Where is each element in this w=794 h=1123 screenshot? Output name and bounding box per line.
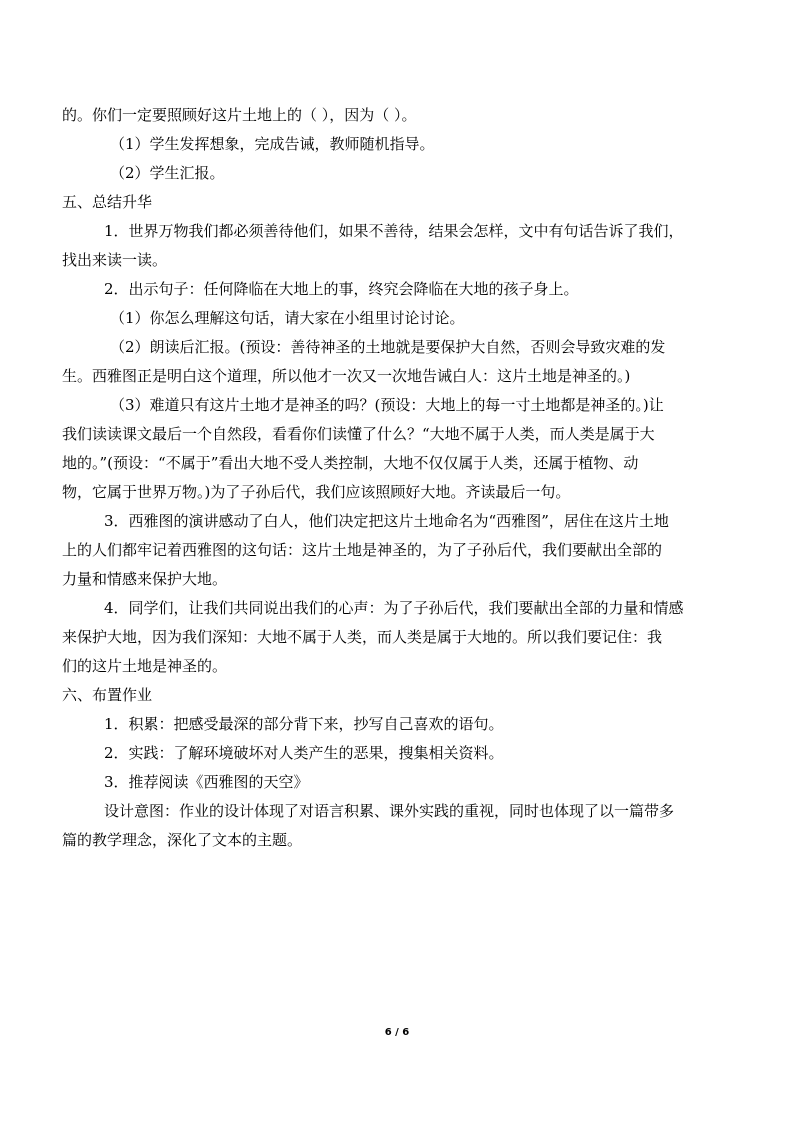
text-line: （2）学生汇报。 bbox=[110, 164, 225, 182]
text-line: 1．世界万物我们都必须善待他们，如果不善待，结果会怎样，文中有句话告诉了我们， bbox=[104, 222, 684, 240]
text-line: 找出来读一读。 bbox=[62, 251, 168, 269]
text-line: 生。西雅图正是明白这个道理，所以他才一次又一次地告诫白人：这片土地是神圣的。) bbox=[62, 367, 631, 385]
text-line: 设计意图：作业的设计体现了对语言积累、课外实践的重视，同时也体现了以一篇带多 bbox=[104, 802, 675, 820]
section-heading: 六、布置作业 bbox=[62, 686, 153, 704]
text-line: 我们读读课文最后一个自然段，看看你们读懂了什么？“大地不属于人类，而人类是属于大 bbox=[62, 425, 655, 443]
document-body bbox=[62, 101, 726, 855]
text-line: （2）朗读后汇报。(预设：善待神圣的土地就是要保护大自然，否则会导致灾难的发 bbox=[110, 338, 666, 356]
text-line: 2．实践：了解环境破坏对人类产生的恶果，搜集相关资料。 bbox=[104, 744, 504, 762]
text-line: （1）学生发挥想象，完成告诫，教师随机指导。 bbox=[110, 135, 435, 153]
text-line: 1．积累：把感受最深的部分背下来，抄写自己喜欢的语句。 bbox=[104, 715, 504, 733]
text-line: 上的人们都牢记着西雅图的这句话：这片土地是神圣的，为了子孙后代，我们要献出全部的 bbox=[62, 541, 663, 559]
text-line: 物，它属于世界万物。)为了子孙后代，我们应该照顾好大地。齐读最后一句。 bbox=[62, 483, 571, 501]
page-number: 6 / 6 bbox=[384, 1027, 410, 1038]
text-line: 地的。”(预设：“不属于”看出大地不受人类控制，大地不仅仅属于人类，还属于植物、动 bbox=[62, 454, 639, 472]
text-line: 3．推荐阅读《西雅图的天空》 bbox=[104, 773, 309, 791]
text-line: 的。你们一定要照顾好这片土地上的（ ），因为（ ）。 bbox=[62, 106, 417, 124]
text-line: （3）难道只有这片土地才是神圣的吗？(预设：大地上的每一寸土地都是神圣的。)让 bbox=[110, 396, 664, 414]
text-line: 们的这片土地是神圣的。 bbox=[62, 657, 228, 675]
text-line: 来保护大地，因为我们深知：大地不属于人类，而人类是属于大地的。所以我们要记住：我 bbox=[62, 628, 663, 646]
section-heading: 五、总结升华 bbox=[62, 193, 153, 211]
text-line: 4．同学们，让我们共同说出我们的心声：为了子孙后代，我们要献出全部的力量和情感 bbox=[104, 599, 684, 617]
text-line: 篇的教学理念，深化了文本的主题。 bbox=[62, 831, 303, 849]
text-line: 3．西雅图的演讲感动了白人，他们决定把这片土地命名为“西雅图”，居住在这片土地 bbox=[104, 512, 669, 530]
text-line: （1）你怎么理解这句话，请大家在小组里讨论讨论。 bbox=[110, 309, 465, 327]
text-line: 力量和情感来保护大地。 bbox=[62, 570, 228, 588]
text-line: 2．出示句子：任何降临在大地上的事，终究会降临在大地的孩子身上。 bbox=[104, 280, 579, 298]
